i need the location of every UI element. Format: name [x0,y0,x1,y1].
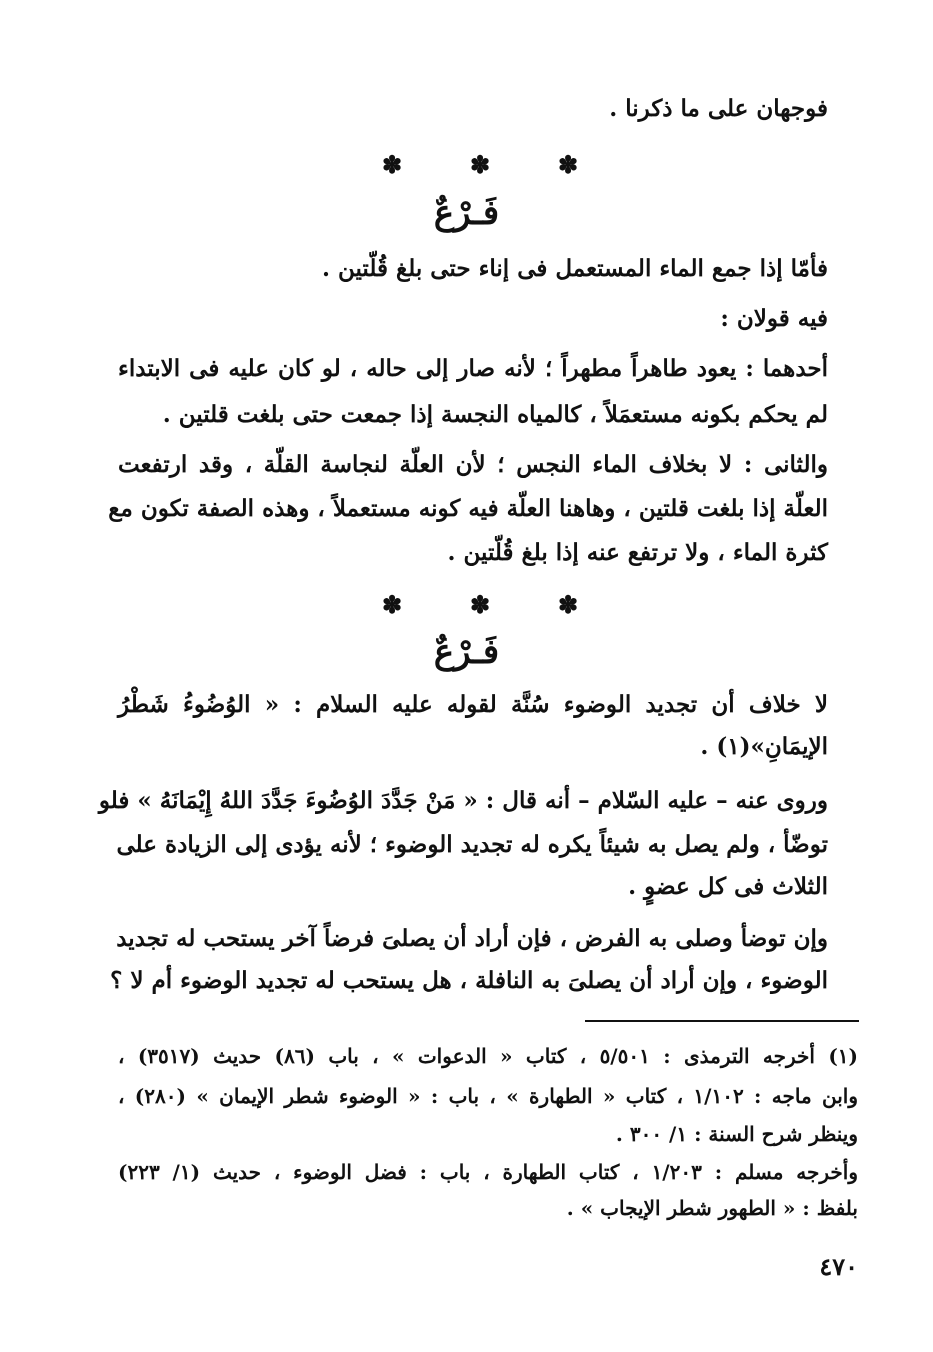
footnote-line: وينظر شرح السنة : ١/ ٣٠٠ . [615,1122,858,1146]
star-ornament-icon: ✽ [557,590,579,619]
text-line: والثانى : لا بخلاف الماء النجس ؛ لأن العلّة لنجاسة القلّة ، وقد ارتفعت [118,451,828,478]
footnote-separator [585,1020,859,1022]
footnote-line: بلفظ : « الطهور شطر الإيجاب » . [566,1196,858,1220]
text-line: فأمّا إذا جمع الماء المستعمل فى إناء حتى بلغ قُلّتين . [321,255,828,282]
section-divider-stars [380,150,580,179]
star-ornament-icon: ✽ [381,590,403,619]
page-number: ٤٧٠ [819,1252,858,1281]
text-line: أحدهما : يعود طاهراً مطهراً ؛ لأنه صار إلى حاله ، لو كان عليه فى الابتداء [118,355,828,382]
footnote-line: (١) أخرجه الترمذى : ٥/٥٠١ ، كتاب « الدعوات » ، باب (٨٦) حديث (٣٥١٧) ، [118,1044,859,1068]
text-line: لم يحكم بكونه مستعمَلاً ، كالمياه النجسة إذا جمعت حتى بلغت قلتين . [162,401,828,428]
section-heading: فَـرْعٌ [433,632,500,672]
text-line: لا خلاف أن تجديد الوضوء سُنَّة لقوله عليه السلام : « الوُضُوءُ شَطْرُ [118,691,828,718]
section-divider-stars [380,590,580,619]
text-line: الثلاث فى كل عضوٍ . [628,873,828,900]
footnote-line: وابن ماجه : ١/١٠٢ ، كتاب « الطهارة » ، باب : « الوضوء شطر الإيمان » (٢٨٠) ، [118,1084,859,1108]
section-heading: فَـرْعٌ [433,193,500,233]
text-line: وإن توضأ وصلى به الفرض ، فإن أراد أن يصلىَ فرضاً آخر يستحب له تجديد [116,925,828,952]
star-ornament-icon: ✽ [381,150,403,179]
star-ornament-icon: ✽ [469,150,491,179]
text-line: فوجهان على ما ذكرنا . [609,95,828,122]
text-line: الوضوء ، وإن أراد أن يصلىَ به النافلة ، هل يستحب له تجديد الوضوء أم لا ؟ [110,967,828,994]
star-ornament-icon: ✽ [557,150,579,179]
text-line: توضّأ ، ولم يصل به شيئاً يكره له تجديد الوضوء ؛ لأنه يؤدى إلى الزيادة على [116,831,828,858]
text-line: الإيمَانِ»(١) . [700,733,828,760]
text-line: العلّة إذا بلغت قلتين ، وهاهنا العلّة فيه كونه مستعملاً ، وهذه الصفة تكون مع [108,495,828,522]
text-line: وروى عنه – عليه السّلام – أنه قال : « مَنْ جَدَّدَ الوُضُوءَ جَدَّدَ اللهُ إِيْمَانَهُ » فلو [98,787,828,814]
text-line: كثرة الماء ، ولا ترتفع عنه إذا بلغ قُلّتين . [447,539,828,566]
text-line: فيه قولان : [720,305,828,332]
star-ornament-icon: ✽ [469,590,491,619]
footnote-line: وأخرجه مسلم : ١/٢٠٣ ، كتاب الطهارة ، باب : فضل الوضوء ، حديث (١/ ٢٢٣) [118,1160,858,1184]
